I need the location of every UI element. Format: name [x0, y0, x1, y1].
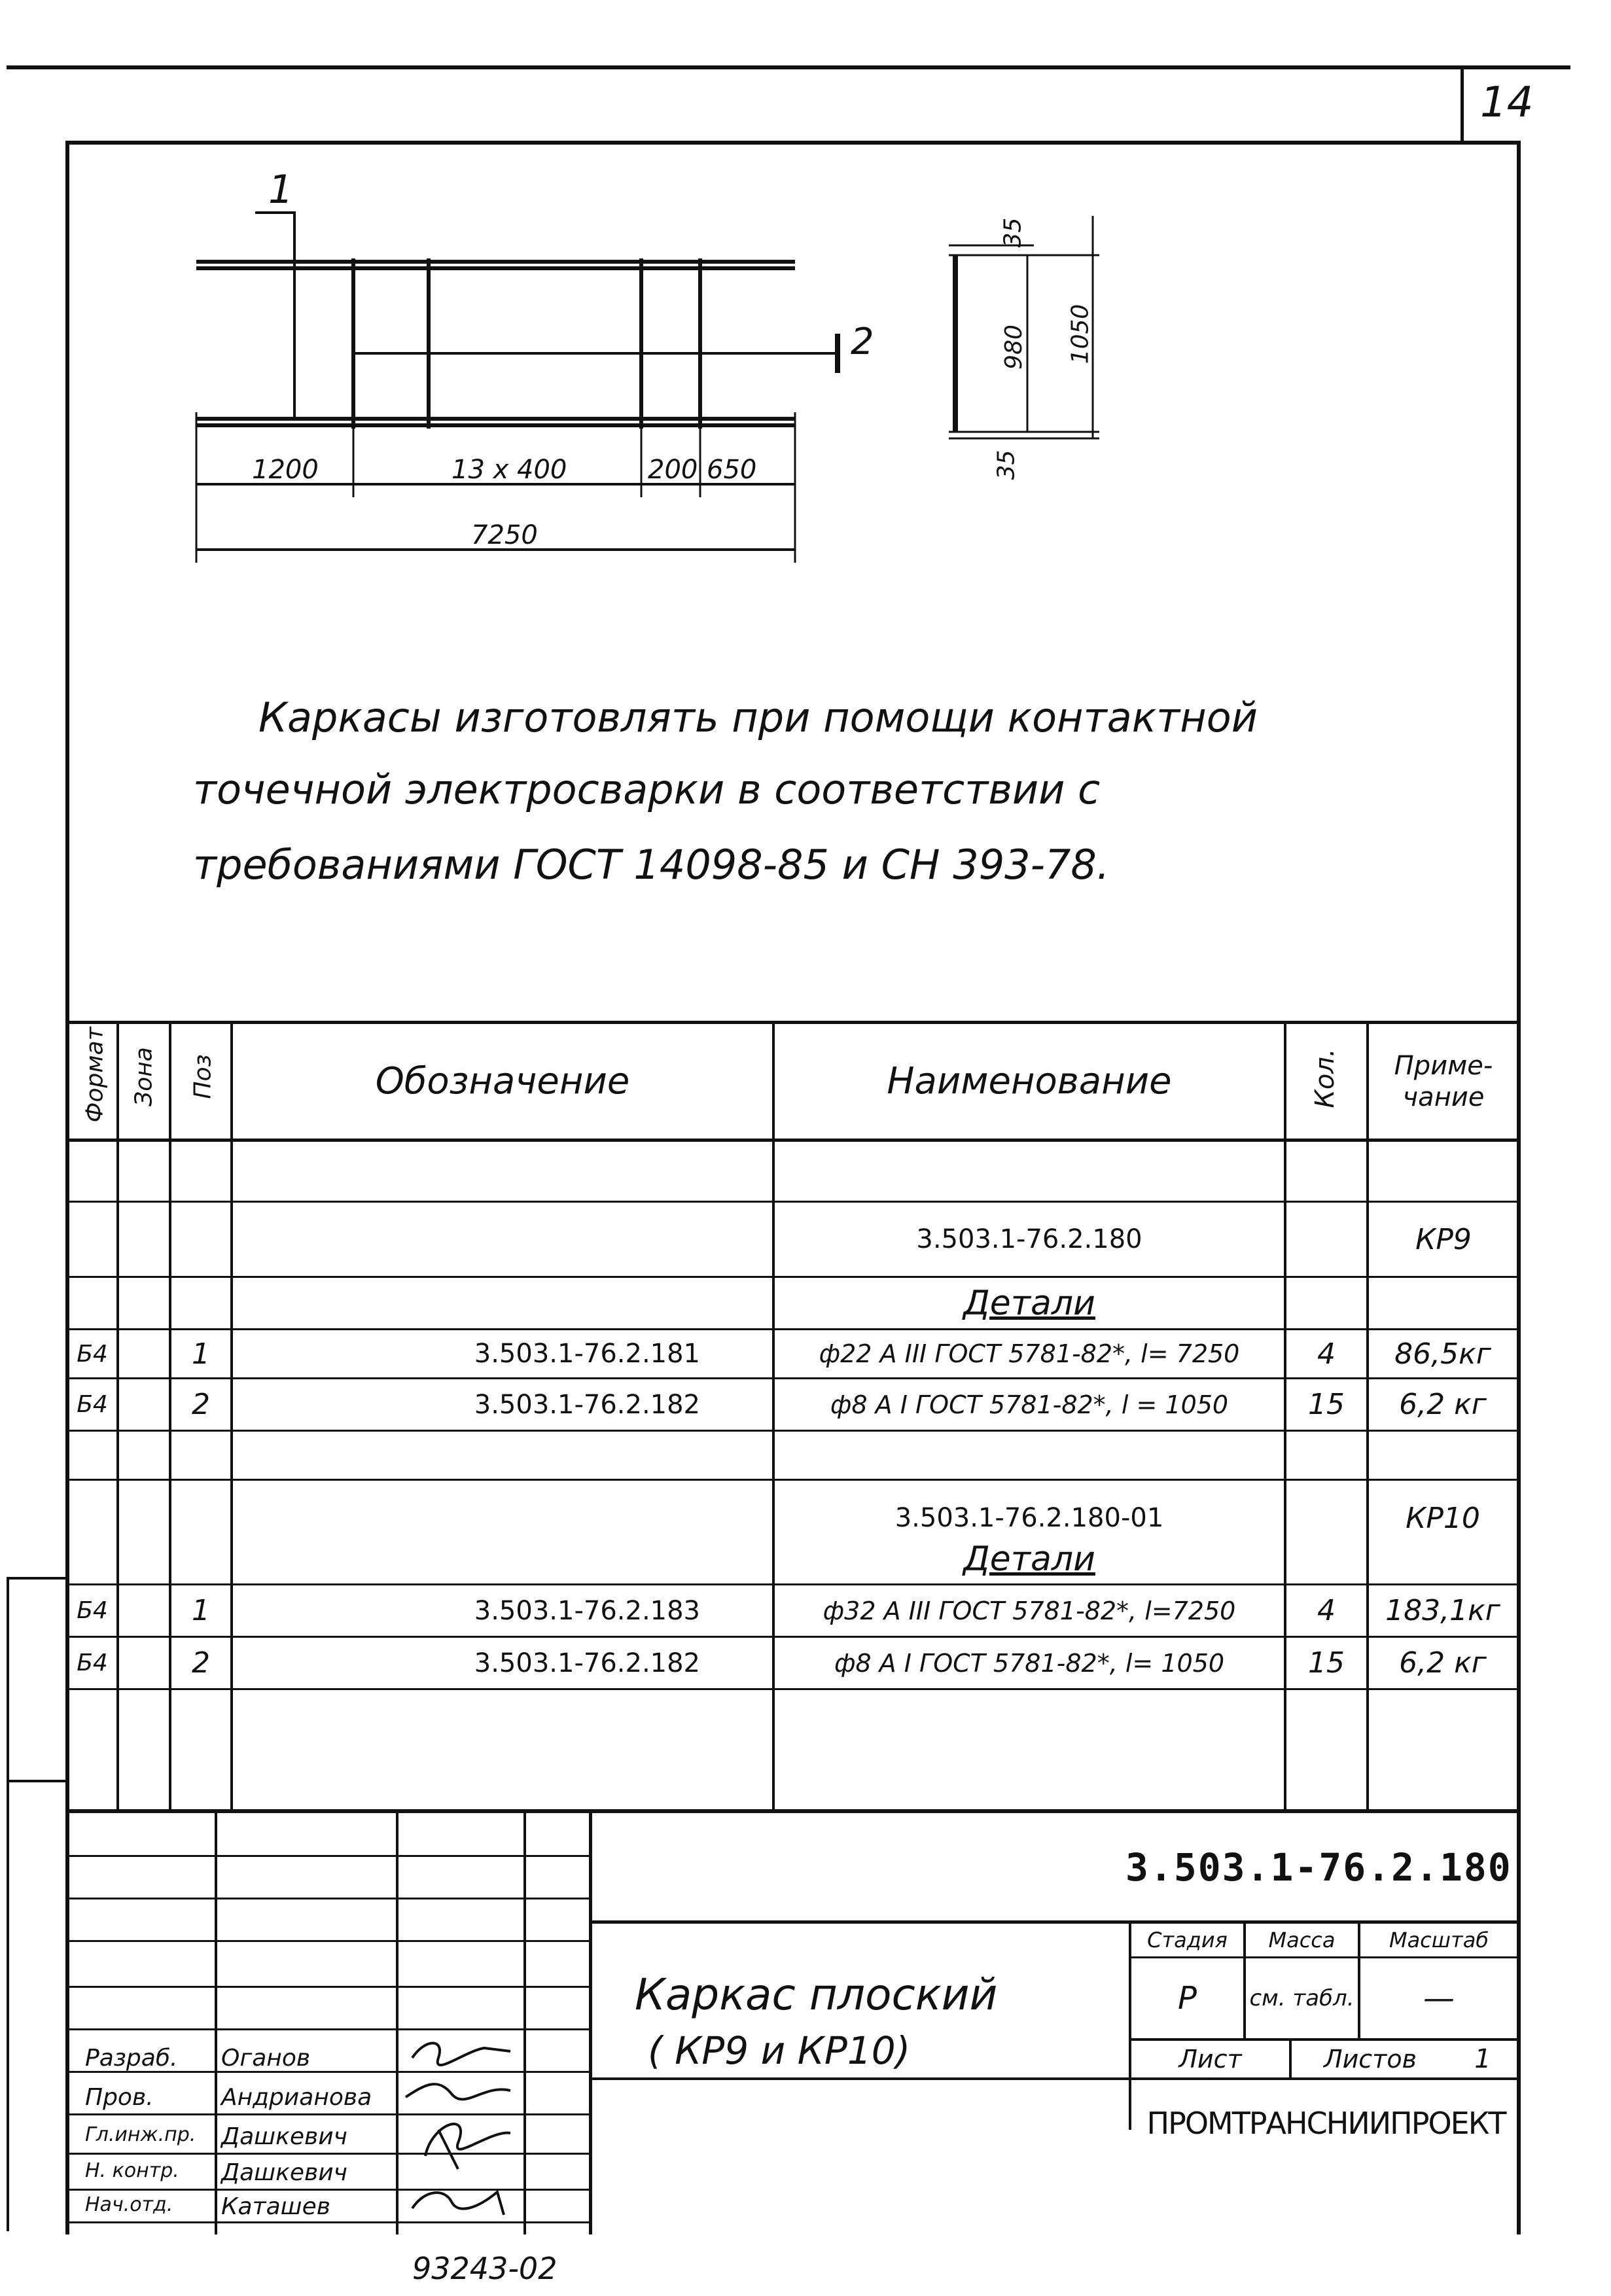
- row-pos: 1: [192, 1594, 210, 1627]
- header-zone: Зона: [130, 1047, 158, 1106]
- doc-code: 3.503.1-76.2.180: [1125, 1845, 1512, 1890]
- row-name: 3.503.1-76.2.180: [916, 1224, 1142, 1254]
- row-qty: 15: [1308, 1388, 1345, 1421]
- sig-role: Н. контр.: [85, 2159, 179, 2182]
- row-designation: 3.503.1-76.2.182: [474, 1389, 700, 1420]
- sheet-label: Лист: [1178, 2045, 1242, 2074]
- sig-role: Пров.: [85, 2084, 154, 2111]
- sheets-label: Листов: [1324, 2045, 1417, 2074]
- sig-name: Дашкевич: [221, 2159, 347, 2186]
- row-format: Б4: [77, 1391, 108, 1418]
- row-name: 3.503.1-76.2.180-01: [894, 1503, 1164, 1533]
- spec-row-line: [65, 1479, 1521, 1481]
- scale-value: —: [1423, 1980, 1455, 2017]
- row-qty: 15: [1308, 1646, 1345, 1680]
- section-mark: 2: [851, 321, 874, 363]
- row-pos: 2: [192, 1388, 210, 1421]
- sheets-value: 1: [1474, 2044, 1491, 2074]
- header-name: Наименование: [887, 1060, 1172, 1103]
- note-line-1: Каркасы изготовлять при помощи контактной: [258, 694, 1258, 741]
- row-designation: 3.503.1-76.2.183: [474, 1595, 700, 1626]
- row-name: ф8 А I ГОСТ 5781-82*, l= 1050: [834, 1648, 1225, 1678]
- callout-number: 1: [268, 167, 294, 213]
- sig-name: Оганов: [221, 2045, 311, 2072]
- row-format: Б4: [77, 1650, 108, 1676]
- row-note: КР9: [1415, 1222, 1472, 1256]
- header-note: Приме- чание: [1394, 1050, 1493, 1112]
- dim-label-1200: 1200: [252, 455, 319, 485]
- spec-row-line: [65, 1430, 1521, 1432]
- sig-role: Гл.инж.пр.: [85, 2123, 196, 2146]
- sheet-box-left: [1461, 65, 1464, 144]
- dim-side-35-bottom: 35: [993, 450, 1020, 480]
- dim-label-200: 200: [648, 455, 698, 485]
- note-line-3: требованиями ГОСТ 14098-85 и СН 393-78.: [193, 841, 1110, 889]
- row-section-title: Детали: [963, 1283, 1095, 1323]
- drawing-title-line-1: Каркас плоский: [635, 1969, 998, 2020]
- row-format: Б4: [77, 1340, 108, 1368]
- tb-left-row: [65, 1940, 589, 1942]
- stage-value: Р: [1178, 1980, 1197, 2017]
- row-note: 6,2 кг: [1399, 1388, 1487, 1421]
- row-pos: 2: [192, 1646, 210, 1680]
- row-designation: 3.503.1-76.2.181: [474, 1339, 700, 1369]
- sig-name: Андрианова: [221, 2084, 372, 2111]
- left-frame-line: [65, 141, 69, 2234]
- stage-label: Стадия: [1147, 1928, 1228, 1952]
- sig-role: Разраб.: [85, 2045, 178, 2072]
- dim-side-1050: 1050: [1067, 304, 1094, 364]
- sig-name: Дашкевич: [221, 2123, 347, 2150]
- row-name: ф22 А III ГОСТ 5781-82*, l= 7250: [819, 1339, 1240, 1368]
- bottom-code: 93243-02: [412, 2251, 558, 2286]
- row-name: ф32 А III ГОСТ 5781-82*, l=7250: [823, 1596, 1236, 1625]
- tb-left-row: [65, 1855, 589, 1857]
- tb-col-line: [215, 1809, 217, 2234]
- binding-strip-mid: [7, 1780, 68, 1782]
- mass-value: см. табл.: [1249, 1985, 1354, 2011]
- tb-col-line: [396, 1809, 398, 2234]
- spec-line-header: [65, 1139, 1521, 1142]
- header-designation: Обозначение: [375, 1060, 630, 1103]
- dim-label-total: 7250: [471, 520, 538, 550]
- scale-label: Масштаб: [1389, 1928, 1489, 1952]
- tb-org-line: [589, 2077, 1521, 2080]
- tb-col-line-main: [589, 1809, 592, 2234]
- row-note: 6,2 кг: [1399, 1646, 1487, 1680]
- row-note: 86,5кг: [1394, 1337, 1491, 1371]
- row-qty: 4: [1317, 1337, 1336, 1371]
- header-qty: Кол.: [1310, 1048, 1340, 1108]
- tb-left-row: [65, 1898, 589, 1899]
- header-pos: Поз: [189, 1054, 217, 1099]
- dim-label-13x400: 13 x 400: [451, 455, 567, 485]
- note-line-2: точечной электросварки в соответствии с: [193, 766, 1101, 813]
- dim-side-980: 980: [1000, 325, 1027, 370]
- row-note: 183,1кг: [1385, 1594, 1500, 1627]
- row-section-title: Детали: [963, 1539, 1095, 1579]
- sig-role: Нач.отд.: [85, 2193, 173, 2216]
- tb-stage-header-line: [1129, 1956, 1521, 1958]
- row-designation: 3.503.1-76.2.182: [474, 1648, 700, 1678]
- row-note: КР10: [1406, 1501, 1480, 1535]
- top-frame-line: [7, 65, 1570, 69]
- sheet-number: 14: [1480, 79, 1534, 127]
- organization-name: ПРОМТРАНСНИИПРОЕКТ: [1146, 2106, 1506, 2141]
- header-format: Формат: [81, 1027, 109, 1123]
- handwritten-signatures: [399, 2032, 530, 2228]
- row-format: Б4: [77, 1597, 108, 1624]
- sig-name: Каташев: [221, 2193, 330, 2220]
- spec-row-line: [65, 1688, 1521, 1690]
- dim-label-650: 650: [707, 455, 757, 485]
- inner-top-line: [65, 141, 1521, 145]
- spec-col-line: [116, 1021, 119, 1812]
- callout-leader: [255, 213, 294, 419]
- dim-side-35-top: 35: [999, 217, 1027, 248]
- binding-strip-line: [7, 1577, 9, 2231]
- tb-left-row: [65, 1986, 589, 1988]
- tb-left-row: [65, 2028, 589, 2030]
- binding-strip-top: [7, 1577, 68, 1580]
- row-qty: 4: [1317, 1594, 1336, 1627]
- mass-label: Масса: [1268, 1928, 1336, 1952]
- tb-top-line: [65, 1809, 1521, 1813]
- drawing-title-line-2: ( КР9 и КР10): [648, 2028, 911, 2073]
- row-name: ф8 А I ГОСТ 5781-82*, l = 1050: [830, 1390, 1229, 1419]
- row-pos: 1: [192, 1337, 210, 1371]
